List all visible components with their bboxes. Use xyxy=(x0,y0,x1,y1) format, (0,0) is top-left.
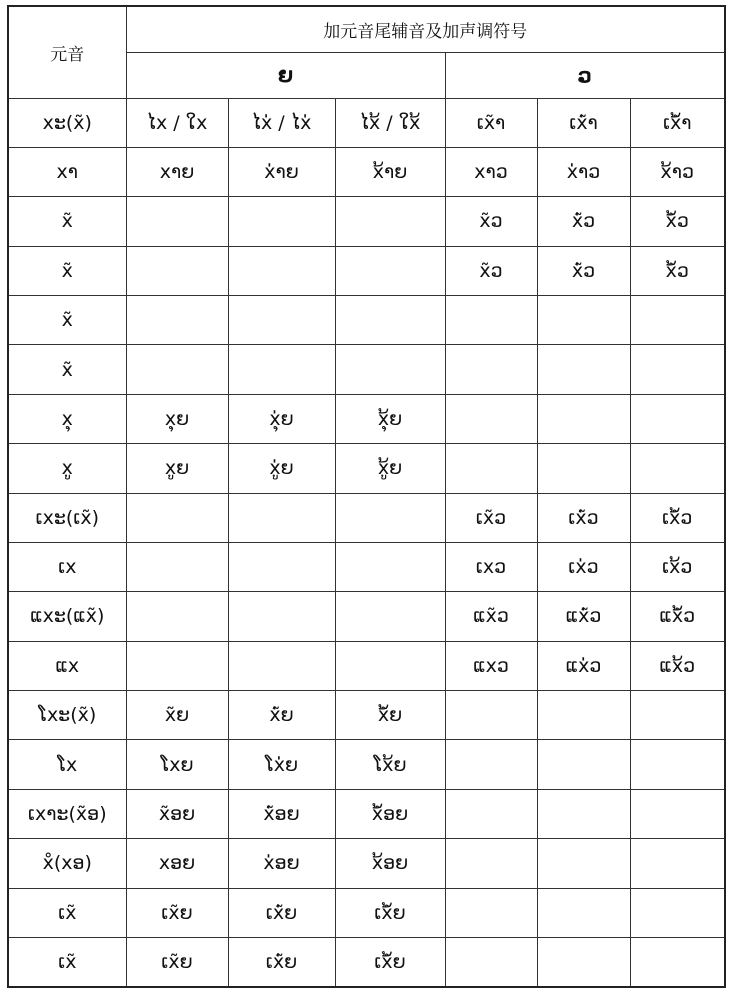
vowel-cell: ແxະ(ແx̃) xyxy=(8,592,126,641)
table-cell: x້̃ວ xyxy=(630,246,725,295)
table-row xyxy=(8,592,725,641)
group-header-y: ຍ xyxy=(126,52,445,98)
table-cell xyxy=(630,394,725,443)
table-cell xyxy=(445,394,537,443)
table-title: 加元音尾辅音及加声调符号 xyxy=(126,6,725,52)
table-cell xyxy=(126,641,228,690)
table-cell: xູ້ຍ xyxy=(335,444,445,493)
table-cell xyxy=(445,839,537,888)
table-cell xyxy=(335,542,445,591)
table-cell: ແx້̃ວ xyxy=(630,592,725,641)
table-cell xyxy=(126,296,228,345)
table-cell: x່̃ວ xyxy=(537,246,630,295)
table-cell xyxy=(335,592,445,641)
table-cell xyxy=(630,345,725,394)
table-row xyxy=(8,147,725,196)
table-cell xyxy=(445,740,537,789)
table-row xyxy=(8,542,725,591)
table-cell: x້ອຍ xyxy=(335,839,445,888)
table-cell: xຸຍ xyxy=(126,394,228,443)
vowel-cell: ເx xyxy=(8,542,126,591)
table-cell: ເx̃າ xyxy=(445,98,537,147)
vowel-cell: xາ xyxy=(8,147,126,196)
vowel-table xyxy=(7,5,726,988)
table-body xyxy=(8,98,725,987)
table-cell xyxy=(335,493,445,542)
table-cell xyxy=(445,444,537,493)
vowel-cell: ເx̃ xyxy=(8,888,126,937)
vowel-cell: x̊(xອ) xyxy=(8,839,126,888)
table-cell xyxy=(445,345,537,394)
table-row xyxy=(8,197,725,246)
table-cell xyxy=(335,345,445,394)
vowel-cell: x̃ xyxy=(8,246,126,295)
table-cell: ເx່̃ຍ xyxy=(228,937,335,987)
table-cell: xູ່ຍ xyxy=(228,444,335,493)
table-row xyxy=(8,691,725,740)
table-row xyxy=(8,493,725,542)
vowel-header: 元音 xyxy=(8,6,126,98)
table-row xyxy=(8,394,725,443)
table-cell: ເx̃ຍ xyxy=(126,937,228,987)
table-cell: ແx່̃ວ xyxy=(537,592,630,641)
table-cell xyxy=(445,691,537,740)
table-cell xyxy=(228,493,335,542)
table-cell: ເx້̃ຍ xyxy=(335,888,445,937)
table-cell xyxy=(228,641,335,690)
vowel-cell: ເx̃ xyxy=(8,937,126,987)
vowel-cell: xະ(x̃) xyxy=(8,98,126,147)
table-cell xyxy=(335,197,445,246)
table-row xyxy=(8,740,725,789)
table-cell: ເx້̃າ xyxy=(630,98,725,147)
table-cell: ເx້ວ xyxy=(630,542,725,591)
table-cell xyxy=(126,197,228,246)
table-row xyxy=(8,98,725,147)
table-cell xyxy=(630,789,725,838)
table-cell: xອຍ xyxy=(126,839,228,888)
table-cell: x̃ອຍ xyxy=(126,789,228,838)
table-row xyxy=(8,641,725,690)
table-cell xyxy=(630,296,725,345)
vowel-cell: x̃ xyxy=(8,296,126,345)
table-cell xyxy=(630,888,725,937)
table-cell xyxy=(126,542,228,591)
vowel-cell: ໂxະ(x̃) xyxy=(8,691,126,740)
table-cell xyxy=(126,592,228,641)
table-cell: x້າຍ xyxy=(335,147,445,196)
table-cell xyxy=(445,789,537,838)
vowel-cell: xຸ xyxy=(8,394,126,443)
table-cell xyxy=(537,394,630,443)
table-cell xyxy=(335,246,445,295)
table-row xyxy=(8,789,725,838)
table-cell: ໄx້ / ໃx້ xyxy=(335,98,445,147)
table-cell: ເx້̃ວ xyxy=(630,493,725,542)
table-cell: xາວ xyxy=(445,147,537,196)
table-cell: ເx່̃ຍ xyxy=(228,888,335,937)
table-cell xyxy=(630,444,725,493)
vowel-cell: xູ xyxy=(8,444,126,493)
vowel-cell: ແx xyxy=(8,641,126,690)
table-cell: xຸ່ຍ xyxy=(228,394,335,443)
table-cell xyxy=(537,444,630,493)
table-cell: x່̃ອຍ xyxy=(228,789,335,838)
table-row xyxy=(8,246,725,295)
vowel-cell: ເxະ(ເx̃) xyxy=(8,493,126,542)
vowel-cell: x̃ xyxy=(8,197,126,246)
table-cell xyxy=(445,937,537,987)
table-cell xyxy=(228,592,335,641)
table-cell: ແx່ວ xyxy=(537,641,630,690)
table-cell: ເx̃ຍ xyxy=(126,888,228,937)
table-cell: x່ອຍ xyxy=(228,839,335,888)
table-cell: ໂx້ຍ xyxy=(335,740,445,789)
table-cell xyxy=(537,937,630,987)
table-cell: ໄx / ໃx xyxy=(126,98,228,147)
vowel-cell: ເxາະ(x̃ອ) xyxy=(8,789,126,838)
table-cell: x້̃ຍ xyxy=(335,691,445,740)
table-cell: x້̃ວ xyxy=(630,197,725,246)
table-cell xyxy=(537,691,630,740)
table-cell xyxy=(126,246,228,295)
table-row xyxy=(8,296,725,345)
table-cell xyxy=(537,789,630,838)
table-cell xyxy=(630,691,725,740)
table-cell: x້̃ອຍ xyxy=(335,789,445,838)
table-cell: x້າວ xyxy=(630,147,725,196)
table-cell: ແx້ວ xyxy=(630,641,725,690)
table-row xyxy=(8,444,725,493)
table-cell xyxy=(335,296,445,345)
table-cell: ແx̃ວ xyxy=(445,592,537,641)
table-cell xyxy=(228,345,335,394)
table-cell: ເx້̃ຍ xyxy=(335,937,445,987)
table-cell: x̃ວ xyxy=(445,246,537,295)
table-cell xyxy=(228,197,335,246)
table-row xyxy=(8,839,725,888)
table-cell xyxy=(228,296,335,345)
table-cell: x່̃ວ xyxy=(537,197,630,246)
table-cell: x່̃ຍ xyxy=(228,691,335,740)
table-cell: x່າວ xyxy=(537,147,630,196)
table-cell xyxy=(537,740,630,789)
table-cell: ໂxຍ xyxy=(126,740,228,789)
table-cell: ເxວ xyxy=(445,542,537,591)
table-cell xyxy=(630,839,725,888)
table-cell xyxy=(537,888,630,937)
table-cell xyxy=(228,542,335,591)
table-cell xyxy=(537,296,630,345)
table-cell: xຸ້ຍ xyxy=(335,394,445,443)
table-cell: ເx̃ວ xyxy=(445,493,537,542)
table-row xyxy=(8,888,725,937)
table-cell xyxy=(126,493,228,542)
table-cell: ແxວ xyxy=(445,641,537,690)
table-cell xyxy=(228,246,335,295)
table-cell: ໄx່ / ໄx່ xyxy=(228,98,335,147)
table-cell: x̃ຍ xyxy=(126,691,228,740)
table-cell: ເx່̃າ xyxy=(537,98,630,147)
table-cell: ໂx່ຍ xyxy=(228,740,335,789)
table-cell xyxy=(537,345,630,394)
vowel-cell: x̃ xyxy=(8,345,126,394)
table-cell xyxy=(630,937,725,987)
table-row xyxy=(8,937,725,987)
table-cell: xູຍ xyxy=(126,444,228,493)
table-cell xyxy=(445,296,537,345)
table-cell xyxy=(335,641,445,690)
table-cell xyxy=(126,345,228,394)
table-cell xyxy=(630,740,725,789)
vowel-cell: ໂx xyxy=(8,740,126,789)
table-cell xyxy=(445,888,537,937)
table-cell: ເx່ວ xyxy=(537,542,630,591)
group-header-o: ວ xyxy=(445,52,725,98)
table-cell: xາຍ xyxy=(126,147,228,196)
table-cell xyxy=(537,839,630,888)
table-cell: x່າຍ xyxy=(228,147,335,196)
table-cell: ເx່̃ວ xyxy=(537,493,630,542)
table-cell: x̃ວ xyxy=(445,197,537,246)
table-row xyxy=(8,345,725,394)
